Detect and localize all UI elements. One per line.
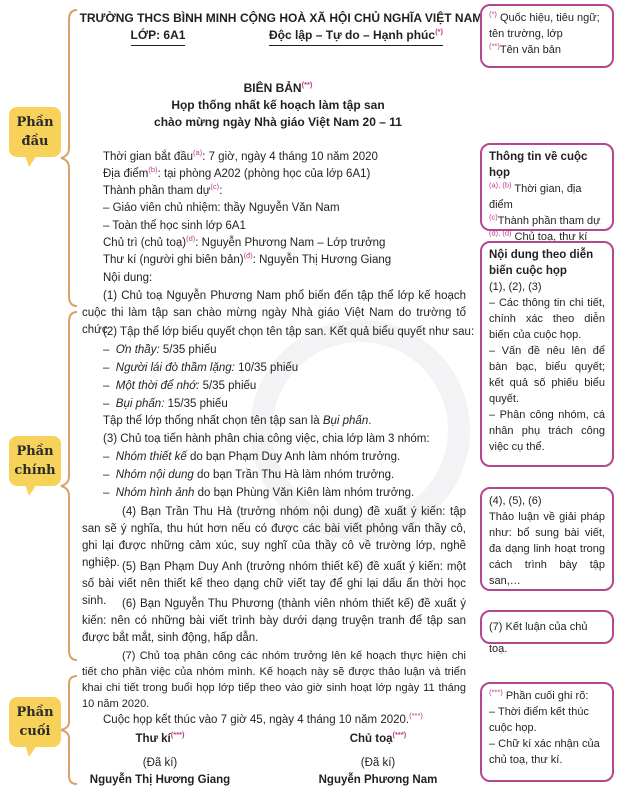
value: : xyxy=(219,185,223,197)
note-box-content xyxy=(480,241,614,467)
value: : 7 giờ, ngày 4 tháng 10 năm 2020 xyxy=(202,151,378,163)
note-text: – Thời điểm kết thúc cuộc họp. xyxy=(489,706,589,734)
class-name: LỚP: 6A1 xyxy=(131,27,186,46)
chair-title-text: Chủ toạ xyxy=(349,733,393,745)
note-refs: (1), (2), (3) xyxy=(489,281,542,293)
text: . xyxy=(368,415,372,427)
document-type: BIÊN BẢN xyxy=(243,81,302,95)
start-time xyxy=(103,149,378,166)
note-refs: (4), (5), (6) xyxy=(489,495,542,507)
note-marker: (**) xyxy=(489,41,500,51)
note-text: Chủ toạ, thư kí xyxy=(511,231,588,243)
note-marker: (*) xyxy=(489,9,497,19)
note-marker: (b) xyxy=(148,165,158,175)
section-label-word: Phần xyxy=(16,115,54,130)
note-marker: (***) xyxy=(392,730,407,740)
value: : tại phòng A202 (phòng học của lớp 6A1) xyxy=(157,168,371,180)
note-text: Thảo luận về giải pháp như: bổ sung bài viết, đa dạng linh hoạt trong cách trình bày tập san,… xyxy=(489,511,605,587)
note-title: Nội dung theo diễn biến cuộc họp xyxy=(489,249,594,277)
note-box-header xyxy=(480,4,614,68)
vote-result: 15/35 phiếu xyxy=(164,398,228,410)
note-marker: (d) xyxy=(186,234,196,244)
section-label-word: Phần xyxy=(16,705,54,720)
paragraph-text: (6) Bạn Nguyễn Thu Phương (thành viên nhóm thiết kế) đề xuất ý kiến: nên có những bài viết trình bày dưới dạng truyện tranh để tập san được bắt mắt, sinh động, hấp dẫn. xyxy=(82,598,466,644)
paragraph-text: (1) Chủ toạ Nguyễn Phương Nam phổ biến đến tập thể lớp kế hoạch cuộc thi làm tập san chào mừng ngày Nhà giáo Việt Nam do trường tổ chức. xyxy=(82,290,466,336)
vote-result: 10/35 phiếu xyxy=(234,362,299,374)
paragraph-text: (7) Chủ toạ phân công các nhóm trưởng lên kế hoạch thực hiện chi tiết cho phần việc của nhóm mình. Kế hoạch này sẽ được thảo luận và triển khai chi tiết trong buổi họp lớp tiếp theo vào giờ sinh hoạt lớp ngày 11 tháng 10 năm 2020. xyxy=(82,650,466,710)
note-marker: (c) xyxy=(210,182,220,192)
chosen-title: Bụi phấn xyxy=(322,415,369,427)
chosen-name xyxy=(103,413,371,430)
group-name: Nhóm nội dung xyxy=(115,469,194,481)
label: Địa điểm xyxy=(103,168,149,180)
note-marker: (***) xyxy=(409,711,423,721)
section-label-head xyxy=(9,107,61,157)
vote-item: – Người lái đò thầm lặng: 10/35 phiếu xyxy=(103,362,299,374)
section-label-word: Phần xyxy=(16,444,54,459)
note-marker: (***) xyxy=(489,687,503,697)
motto-text: Độc lập – Tự do – Hạnh phúc xyxy=(269,28,436,42)
paragraph-text: (5) Bạn Phạm Duy Anh (trưởng nhóm thiết kế) đề xuất ý kiến: một số bài viết nên thiết kế theo dạng chữ viết tay để ghi lại dấu ấn thời học sinh. xyxy=(82,561,466,607)
document-title-block xyxy=(90,80,466,131)
secretary-title xyxy=(60,730,260,748)
note-marker: (**) xyxy=(301,80,313,89)
vote-item: – Ơn thầy: 5/35 phiếu xyxy=(103,344,217,356)
label: Thư kí (người ghi biên bản) xyxy=(103,254,244,266)
title-line-1: Họp thống nhất kế hoạch làm tập san xyxy=(171,98,385,112)
group-leader: do bạn Phạm Duy Anh làm nhóm trưởng. xyxy=(186,451,401,463)
note-marker: (a) xyxy=(193,148,203,158)
note-text: (7) Kết luận của chủ toạ. xyxy=(489,621,588,655)
value: : Nguyễn Phương Nam – Lớp trưởng xyxy=(195,237,386,249)
vote-result: 5/35 phiếu xyxy=(199,380,257,392)
group-name: Nhóm hình ảnh xyxy=(115,487,195,499)
note-text: Tên văn bản xyxy=(499,44,561,56)
note-box-closing xyxy=(480,682,614,782)
note-box-discussion xyxy=(480,487,614,591)
note-marker: (c) xyxy=(489,212,498,222)
school-name: TRƯỜNG THCS BÌNH MINH xyxy=(79,11,237,25)
section-label-word: chính xyxy=(14,463,56,478)
note-marker: (*) xyxy=(435,27,443,36)
meeting-end xyxy=(103,712,423,728)
label: Thành phần tham dự xyxy=(103,185,211,197)
end-text: Cuộc họp kết thúc vào 7 giờ 45, ngày 4 tháng 10 năm 2020. xyxy=(103,714,410,726)
chair-title xyxy=(278,730,478,748)
secretary-title-text: Thư kí xyxy=(135,733,171,745)
label: Thời gian bắt đầu xyxy=(103,151,194,163)
place xyxy=(103,166,370,183)
vote-item: – Một thời để nhớ: 5/35 phiếu xyxy=(103,380,257,392)
note-marker: (a), (b) xyxy=(489,180,512,190)
note-text: Thành phần tham dự xyxy=(497,215,601,227)
vote-name: Bụi phấn: xyxy=(115,398,165,410)
group-leader: do bạn Trần Thu Hà làm nhóm trưởng. xyxy=(193,469,395,481)
note-marker: (***) xyxy=(170,730,185,740)
group-name: Nhóm thiết kế xyxy=(115,451,187,463)
vote-name: Ơn thầy: xyxy=(115,344,160,356)
note-text: – Chữ kí xác nhận của chủ toạ, thư kí. xyxy=(489,738,600,766)
text: Tập thể lớp thống nhất chọn tên tập san là xyxy=(103,415,323,427)
secretary-name: Nguyễn Thị Hương Giang xyxy=(89,774,231,786)
title-line-2: chào mừng ngày Nhà giáo Việt Nam 20 – 11 xyxy=(154,115,402,129)
note-box-meeting-info xyxy=(480,143,614,243)
content-label: Nội dung: xyxy=(103,272,153,284)
note-text: – Các thông tin chi tiết, chính xác theo diễn biến của cuộc họp. xyxy=(489,297,605,341)
paragraph-text: (4) Bạn Trần Thu Hà (trưởng nhóm nội dung) đề xuất ý kiến: tập san sẽ ý nghĩa, thu hút hơn nếu có được các bài viết phỏng vấn thầy cô, ghi lại được những cảm xúc, suy nghĩ của thầy cô về trường lớp, nghề nghiệp. xyxy=(82,506,466,569)
secretary xyxy=(103,252,391,269)
brace-head-icon xyxy=(55,8,95,308)
vote-name: Người lái đò thầm lặng: xyxy=(115,362,235,374)
national-title: CỘNG HOÀ XÃ HỘI CHỦ NGHĨA VIỆT NAM xyxy=(240,11,483,25)
group-leader: do bạn Phùng Văn Kiên làm nhóm trưởng. xyxy=(194,487,415,499)
note-text: – Vấn đề nêu lên để bàn bạc, biểu quyết; kết quả số phiếu biểu quyết. xyxy=(489,345,605,405)
group-item: – Nhóm thiết kế do bạn Phạm Duy Anh làm nhóm trưởng. xyxy=(103,451,401,463)
value: : Nguyễn Thị Hương Giang xyxy=(252,254,392,266)
section-label-main xyxy=(9,436,61,486)
section-label-word: cuối xyxy=(19,724,51,739)
note-text: Phần cuối ghi rõ: xyxy=(502,690,589,702)
label: Chủ trì (chủ toạ) xyxy=(103,237,187,249)
motto xyxy=(269,27,443,46)
note-text: – Phân công nhóm, cá nhân phụ trách công việc cụ thể. xyxy=(489,409,605,453)
secretary-signed: (Đã kí) xyxy=(142,757,178,769)
section-label-end xyxy=(9,697,61,747)
participant-item: – Toàn thể học sinh lớp 6A1 xyxy=(103,220,246,232)
note-text: Quốc hiệu, tiêu ngữ; tên trường, lớp xyxy=(489,12,600,40)
content-item-6 xyxy=(82,596,466,647)
vote-name: Một thời để nhớ: xyxy=(115,380,200,392)
note-box-conclusion xyxy=(480,610,614,655)
content-item-3: (3) Chủ toạ tiến hành phân chia công việc, chia lớp làm 3 nhóm: xyxy=(103,433,430,445)
content-item-7 xyxy=(82,648,466,712)
section-label-word: đầu xyxy=(21,134,49,149)
chair-name: Nguyễn Phương Nam xyxy=(318,774,438,786)
note-text: Thời gian, địa điểm xyxy=(489,183,582,211)
participants xyxy=(103,183,222,200)
chair-signed: (Đã kí) xyxy=(360,757,396,769)
national-header xyxy=(240,10,483,46)
participant-item: – Giáo viên chủ nhiệm: thầy Nguyễn Văn Nam xyxy=(103,202,340,214)
vote-item: – Bụi phấn: 15/35 phiếu xyxy=(103,398,228,410)
note-marker: (đ) xyxy=(243,251,253,261)
school-header xyxy=(78,10,238,46)
vote-result: 5/35 phiếu xyxy=(159,344,217,356)
chair xyxy=(103,235,385,252)
note-title: Thông tin về cuộc họp xyxy=(489,151,588,179)
group-item: – Nhóm hình ảnh do bạn Phùng Văn Kiên làm nhóm trưởng. xyxy=(103,487,415,499)
content-item-2: (2) Tập thể lớp biểu quyết chọn tên tập san. Kết quả biểu quyết như sau: xyxy=(103,326,475,338)
group-item: – Nhóm nội dung do bạn Trần Thu Hà làm nhóm trưởng. xyxy=(103,469,395,481)
note-marker: (d), (đ) xyxy=(489,228,512,238)
